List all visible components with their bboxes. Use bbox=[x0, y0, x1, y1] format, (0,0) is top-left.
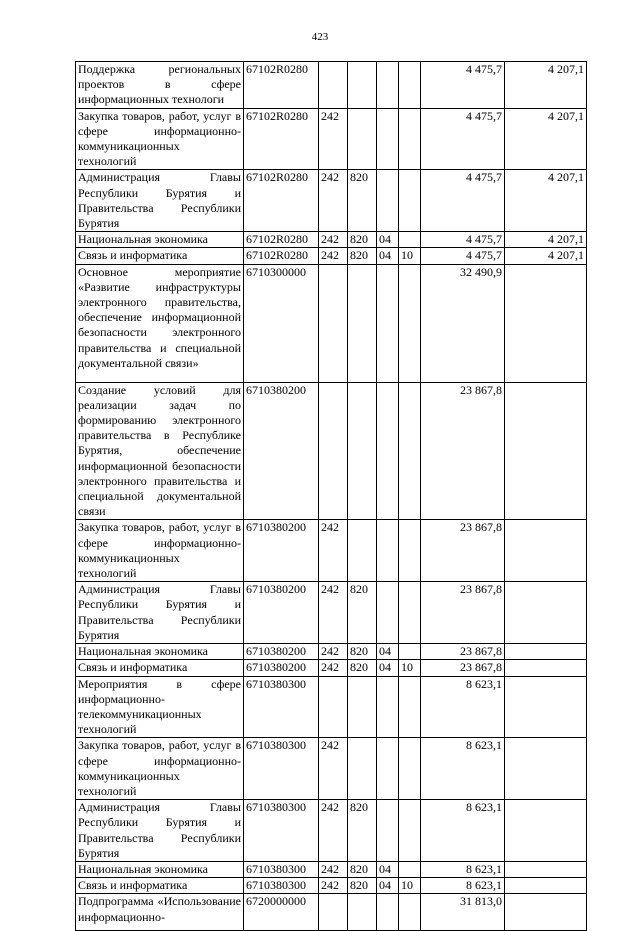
row-vr: 242 bbox=[319, 520, 348, 582]
table-row bbox=[76, 894, 587, 931]
row-rz bbox=[377, 264, 399, 382]
row-grbs: 820 bbox=[348, 861, 377, 877]
page-number: 423 bbox=[311, 31, 329, 43]
row-rz bbox=[377, 170, 399, 232]
row-sum-2: 8 623,1 bbox=[421, 861, 505, 877]
row-sum-3 bbox=[505, 644, 587, 660]
table-row bbox=[76, 108, 587, 170]
table-row bbox=[76, 582, 587, 644]
row-sum-2: 4 475,7 bbox=[421, 62, 505, 109]
row-vr: 242 bbox=[319, 170, 348, 232]
row-pr: 10 bbox=[399, 660, 421, 676]
row-name: Связь и информатика bbox=[76, 248, 244, 264]
row-rz: 04 bbox=[377, 878, 399, 894]
row-sum-3 bbox=[505, 264, 587, 382]
row-name: Связь и информатика bbox=[76, 660, 244, 676]
table-row bbox=[76, 62, 587, 109]
row-pr bbox=[399, 738, 421, 800]
row-pr bbox=[399, 676, 421, 738]
row-sum-3: 4 207,1 bbox=[505, 108, 587, 170]
row-sum-2: 31 813,0 bbox=[421, 894, 505, 931]
row-csr: 6710380200 bbox=[244, 520, 319, 582]
table-row bbox=[76, 248, 587, 264]
row-rz: 04 bbox=[377, 861, 399, 877]
row-rz bbox=[377, 676, 399, 738]
row-rz: 04 bbox=[377, 232, 399, 248]
row-name: Закупка товаров, работ, услуг в сфере информационно-коммуникационных технологий bbox=[76, 520, 244, 582]
row-grbs bbox=[348, 62, 377, 109]
row-csr: 6710380200 bbox=[244, 660, 319, 676]
row-sum-2: 23 867,8 bbox=[421, 582, 505, 644]
row-csr: 6710380300 bbox=[244, 800, 319, 862]
row-sum-3 bbox=[505, 676, 587, 738]
table-row bbox=[76, 644, 587, 660]
row-sum-2: 8 623,1 bbox=[421, 676, 505, 738]
row-csr: 6710300000 bbox=[244, 264, 319, 382]
row-name: Администрация Главы Республики Бурятия и Правительства Республики Бурятия bbox=[76, 582, 244, 644]
row-csr: 6710380300 bbox=[244, 861, 319, 877]
row-sum-3: 4 207,1 bbox=[505, 170, 587, 232]
row-name: Создание условий для реализации задач по формированию электронного правительства в Республике Бурятия, обеспечение информационной безопасности электронного правительства и специальной документальной связи bbox=[76, 382, 244, 520]
row-pr bbox=[399, 264, 421, 382]
row-vr: 242 bbox=[319, 108, 348, 170]
row-grbs bbox=[348, 738, 377, 800]
row-sum-2: 8 623,1 bbox=[421, 738, 505, 800]
row-vr: 242 bbox=[319, 644, 348, 660]
row-sum-2: 32 490,9 bbox=[421, 264, 505, 382]
table-row bbox=[76, 738, 587, 800]
row-rz: 04 bbox=[377, 660, 399, 676]
row-name: Национальная экономика bbox=[76, 232, 244, 248]
row-name: Администрация Главы Республики Бурятия и Правительства Республики Бурятия bbox=[76, 170, 244, 232]
row-csr: 67102R0280 bbox=[244, 62, 319, 109]
row-rz bbox=[377, 738, 399, 800]
row-grbs: 820 bbox=[348, 660, 377, 676]
budget-table bbox=[75, 61, 587, 931]
row-csr: 6710380300 bbox=[244, 878, 319, 894]
row-name: Основное мероприятие «Развитие инфраструктуры электронного правительства, обеспечение информационной безопасности электронного правительства и специальной документальной связи» bbox=[76, 264, 244, 382]
row-grbs bbox=[348, 894, 377, 931]
row-sum-3 bbox=[505, 520, 587, 582]
row-vr: 242 bbox=[319, 232, 348, 248]
row-name: Подпрограмма «Использование информационно- bbox=[76, 894, 244, 931]
row-grbs: 820 bbox=[348, 232, 377, 248]
table-row bbox=[76, 520, 587, 582]
row-pr bbox=[399, 232, 421, 248]
row-sum-2: 23 867,8 bbox=[421, 520, 505, 582]
row-grbs bbox=[348, 520, 377, 582]
row-sum-3: 4 207,1 bbox=[505, 248, 587, 264]
row-csr: 6710380300 bbox=[244, 738, 319, 800]
row-vr bbox=[319, 676, 348, 738]
row-csr: 67102R0280 bbox=[244, 170, 319, 232]
row-csr: 67102R0280 bbox=[244, 108, 319, 170]
row-pr: 10 bbox=[399, 248, 421, 264]
table-row bbox=[76, 382, 587, 520]
row-pr: 10 bbox=[399, 878, 421, 894]
row-name: Администрация Главы Республики Бурятия и Правительства Республики Бурятия bbox=[76, 800, 244, 862]
row-rz bbox=[377, 894, 399, 931]
row-rz: 04 bbox=[377, 644, 399, 660]
row-vr bbox=[319, 264, 348, 382]
row-csr: 67102R0280 bbox=[244, 232, 319, 248]
row-sum-3 bbox=[505, 861, 587, 877]
table-row bbox=[76, 170, 587, 232]
row-name: Национальная экономика bbox=[76, 644, 244, 660]
row-pr bbox=[399, 861, 421, 877]
row-name: Закупка товаров, работ, услуг в сфере информационно-коммуникационных технологий bbox=[76, 108, 244, 170]
row-sum-3 bbox=[505, 738, 587, 800]
row-sum-2: 23 867,8 bbox=[421, 660, 505, 676]
row-pr bbox=[399, 382, 421, 520]
row-grbs bbox=[348, 676, 377, 738]
row-vr bbox=[319, 62, 348, 109]
row-vr: 242 bbox=[319, 878, 348, 894]
row-grbs: 820 bbox=[348, 878, 377, 894]
row-vr: 242 bbox=[319, 800, 348, 862]
row-sum-2: 4 475,7 bbox=[421, 248, 505, 264]
row-sum-2: 4 475,7 bbox=[421, 232, 505, 248]
row-grbs bbox=[348, 108, 377, 170]
row-rz bbox=[377, 520, 399, 582]
row-rz bbox=[377, 582, 399, 644]
row-sum-2: 4 475,7 bbox=[421, 108, 505, 170]
row-pr bbox=[399, 520, 421, 582]
row-pr bbox=[399, 582, 421, 644]
table-row bbox=[76, 264, 587, 382]
row-sum-2: 4 475,7 bbox=[421, 170, 505, 232]
table-body bbox=[76, 62, 587, 931]
row-csr: 6710380200 bbox=[244, 382, 319, 520]
table-row bbox=[76, 676, 587, 738]
row-sum-2: 23 867,8 bbox=[421, 644, 505, 660]
row-pr bbox=[399, 170, 421, 232]
row-sum-3 bbox=[505, 660, 587, 676]
row-pr bbox=[399, 62, 421, 109]
row-grbs: 820 bbox=[348, 170, 377, 232]
row-vr: 242 bbox=[319, 738, 348, 800]
row-rz bbox=[377, 800, 399, 862]
row-rz bbox=[377, 382, 399, 520]
row-rz bbox=[377, 108, 399, 170]
row-pr bbox=[399, 644, 421, 660]
row-grbs: 820 bbox=[348, 582, 377, 644]
row-name: Поддержка региональных проектов в сфере информационных технологи bbox=[76, 62, 244, 109]
table-row bbox=[76, 861, 587, 877]
row-grbs bbox=[348, 264, 377, 382]
row-name: Национальная экономика bbox=[76, 861, 244, 877]
row-sum-2: 8 623,1 bbox=[421, 800, 505, 862]
row-pr bbox=[399, 108, 421, 170]
row-grbs: 820 bbox=[348, 800, 377, 862]
row-sum-2: 23 867,8 bbox=[421, 382, 505, 520]
row-vr: 242 bbox=[319, 861, 348, 877]
row-vr: 242 bbox=[319, 248, 348, 264]
row-grbs bbox=[348, 382, 377, 520]
row-csr: 6710380200 bbox=[244, 644, 319, 660]
table-row bbox=[76, 800, 587, 862]
row-name: Закупка товаров, работ, услуг в сфере информационно-коммуникационных технологий bbox=[76, 738, 244, 800]
row-sum-3 bbox=[505, 800, 587, 862]
row-csr: 6720000000 bbox=[244, 894, 319, 931]
row-pr bbox=[399, 894, 421, 931]
row-name: Мероприятия в сфере информационно-телекоммуникационных технологий bbox=[76, 676, 244, 738]
row-csr: 6710380200 bbox=[244, 582, 319, 644]
row-sum-3 bbox=[505, 382, 587, 520]
row-sum-2: 8 623,1 bbox=[421, 878, 505, 894]
row-csr: 6710380300 bbox=[244, 676, 319, 738]
row-vr bbox=[319, 894, 348, 931]
table-row bbox=[76, 232, 587, 248]
row-vr: 242 bbox=[319, 660, 348, 676]
row-vr: 242 bbox=[319, 582, 348, 644]
table-row bbox=[76, 878, 587, 894]
row-pr bbox=[399, 800, 421, 862]
row-name: Связь и информатика bbox=[76, 878, 244, 894]
row-rz bbox=[377, 62, 399, 109]
row-sum-3: 4 207,1 bbox=[505, 232, 587, 248]
row-csr: 67102R0280 bbox=[244, 248, 319, 264]
row-grbs: 820 bbox=[348, 248, 377, 264]
row-rz: 04 bbox=[377, 248, 399, 264]
row-grbs: 820 bbox=[348, 644, 377, 660]
row-vr bbox=[319, 382, 348, 520]
row-sum-3: 4 207,1 bbox=[505, 62, 587, 109]
row-sum-3 bbox=[505, 582, 587, 644]
table-row bbox=[76, 660, 587, 676]
row-sum-3 bbox=[505, 878, 587, 894]
row-sum-3 bbox=[505, 894, 587, 931]
